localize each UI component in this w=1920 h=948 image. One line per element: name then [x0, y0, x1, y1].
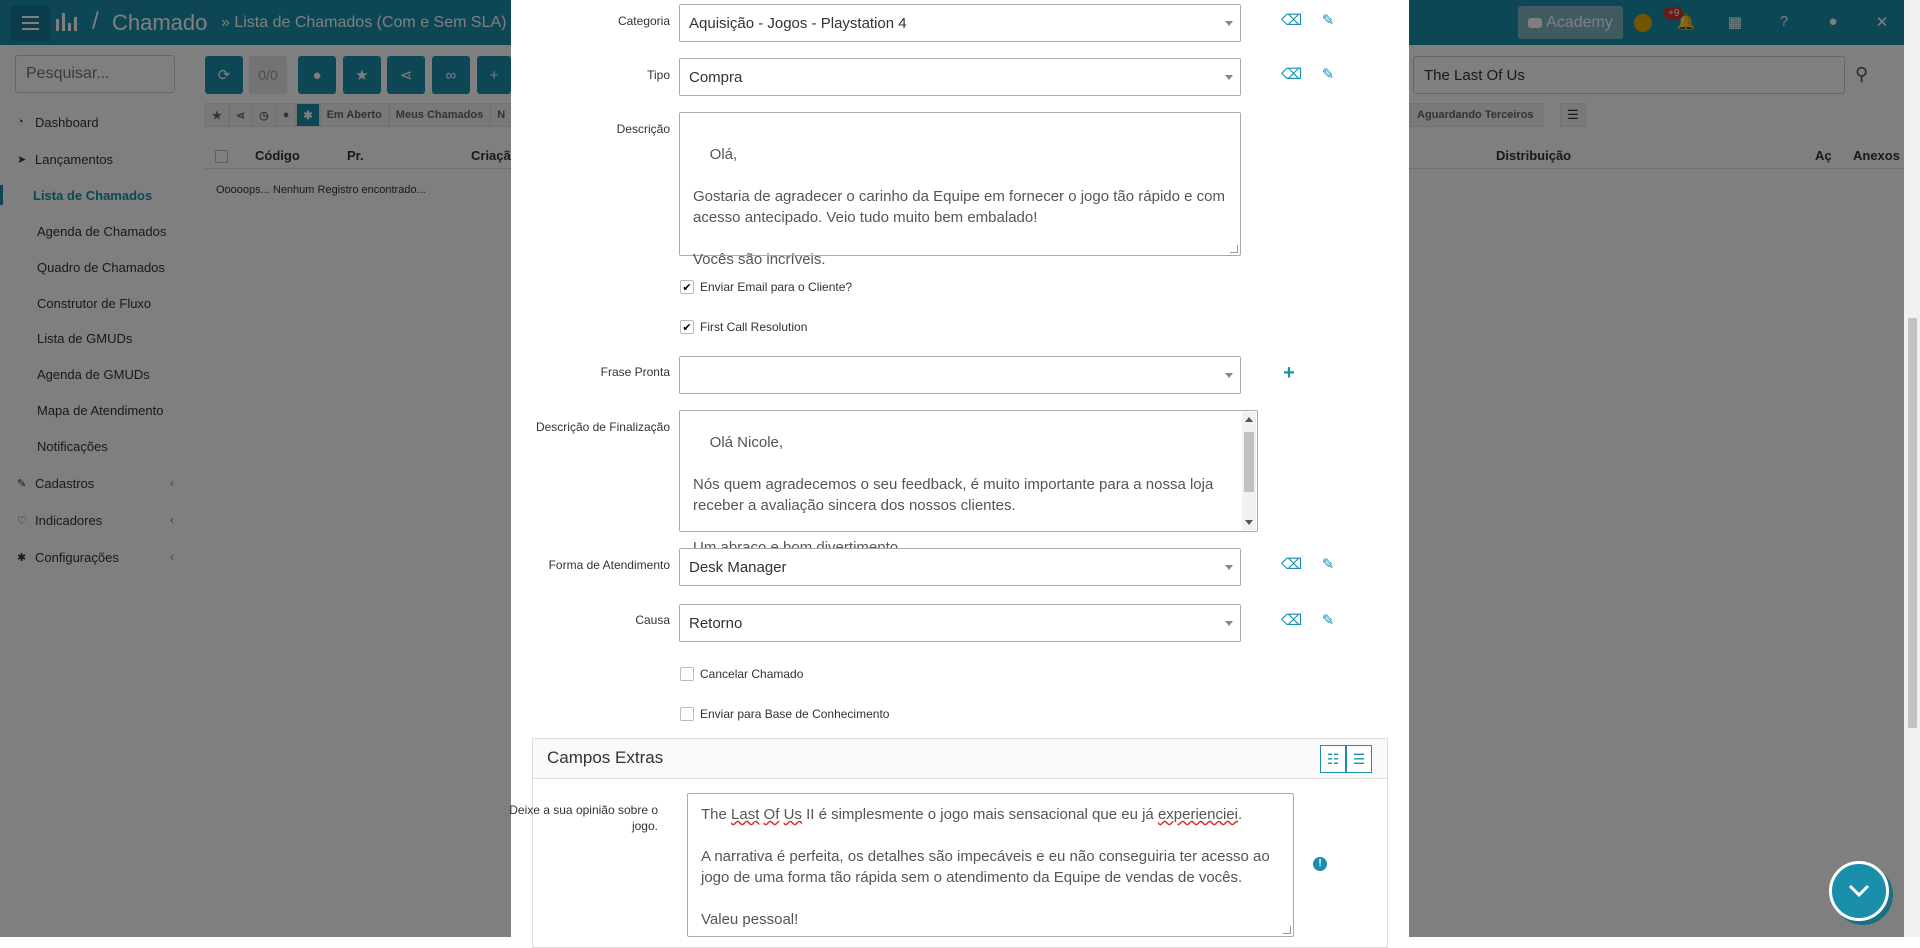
- descricao-label: Descrição: [616, 122, 670, 136]
- checkbox-unchecked[interactable]: [680, 707, 694, 721]
- page-scrollbar[interactable]: [1904, 0, 1920, 937]
- categoria-select[interactable]: [679, 4, 1241, 42]
- misspelled-word: Last: [731, 806, 760, 823]
- close-ticket-modal: [511, 0, 1409, 937]
- forma-atendimento-label: Forma de Atendimento: [548, 558, 670, 572]
- categoria-label: Categoria: [617, 14, 670, 28]
- scroll-thumb[interactable]: [1908, 318, 1917, 728]
- view-toggle: [1320, 745, 1372, 773]
- frase-pronta-label: Frase Pronta: [600, 365, 670, 379]
- first-call-checkbox[interactable]: [680, 320, 807, 334]
- resize-handle[interactable]: [1230, 245, 1238, 253]
- chevron-down-icon: [1225, 565, 1233, 570]
- eraser-icon[interactable]: ⌫: [1281, 612, 1303, 629]
- descricao-textarea[interactable]: [679, 112, 1241, 268]
- categoria-value: Aquisição - Jogos - Playstation 4: [689, 14, 907, 32]
- first-call-label: First Call Resolution: [700, 320, 808, 334]
- pencil-icon[interactable]: ✎: [1321, 12, 1335, 29]
- forma-atendimento-select[interactable]: [679, 548, 1241, 586]
- eraser-icon[interactable]: ⌫: [1281, 12, 1303, 29]
- list-icon[interactable]: ☰: [1346, 745, 1372, 773]
- info-icon[interactable]: !: [1313, 857, 1327, 871]
- descricao-finalizacao-value: Olá Nicole, Nós quem agradecemos o seu feedback, é muito importante para a nossa loja receber a avaliação sincera dos nossos clientes.: [693, 434, 1214, 514]
- descricao-finalizacao-textarea[interactable]: [679, 410, 1258, 532]
- opiniao-text: A narrativa é perfeita, os detalhes são impecáveis e eu não conseguiria ter acesso ao jogo de uma forma tão rápida sem o atendimento da Equipe de vendas de vocês. Valeu pessoal!: [701, 848, 1270, 928]
- cancelar-chamado-label: Cancelar Chamado: [700, 667, 804, 681]
- base-conhecimento-label: Enviar para Base de Conhecimento: [700, 707, 890, 721]
- plus-icon[interactable]: +: [1283, 362, 1295, 384]
- base-conhecimento-checkbox[interactable]: [680, 707, 889, 721]
- tipo-value: Compra: [689, 68, 743, 86]
- cancelar-chamado-checkbox[interactable]: [680, 667, 803, 681]
- pencil-icon[interactable]: ✎: [1321, 612, 1335, 629]
- tipo-label: Tipo: [647, 68, 670, 82]
- enviar-email-label: Enviar Email para o Cliente?: [700, 280, 853, 294]
- scroll-thumb[interactable]: [1244, 432, 1254, 492]
- opiniao-text: II é simplesmente o jogo mais sensacional que eu já: [801, 806, 1158, 823]
- misspelled-word: Us: [783, 806, 802, 823]
- pencil-icon[interactable]: ✎: [1321, 66, 1335, 83]
- resize-handle[interactable]: [1283, 926, 1291, 934]
- forma-atendimento-value: Desk Manager: [689, 558, 787, 576]
- textarea-scrollbar[interactable]: [1242, 412, 1256, 530]
- checkbox-unchecked[interactable]: [680, 667, 694, 681]
- opiniao-text: .: [1237, 806, 1243, 823]
- scroll-down-button[interactable]: [1829, 861, 1889, 921]
- opiniao-label: Deixe a sua opinião sobre o jogo.: [509, 803, 658, 833]
- chevron-down-icon: [1848, 884, 1870, 898]
- eraser-icon[interactable]: ⌫: [1281, 556, 1303, 573]
- pencil-icon[interactable]: ✎: [1321, 556, 1335, 573]
- checkbox-checked[interactable]: ✔: [680, 320, 694, 334]
- causa-select[interactable]: [679, 604, 1241, 642]
- panel-header: [533, 739, 1387, 779]
- chevron-down-icon: [1225, 21, 1233, 26]
- tipo-select[interactable]: [679, 58, 1241, 96]
- misspelled-word: experienciei: [1157, 806, 1238, 823]
- chevron-down-icon: [1225, 373, 1233, 378]
- campos-extras-panel: [509, 738, 1388, 948]
- causa-label: Causa: [635, 613, 670, 627]
- panel-title: Campos Extras: [547, 748, 664, 767]
- eraser-icon[interactable]: ⌫: [1281, 66, 1303, 83]
- causa-value: Retorno: [689, 614, 743, 632]
- checkbox-checked[interactable]: ✔: [680, 280, 694, 294]
- list-detail-icon[interactable]: ☷: [1320, 745, 1346, 773]
- chevron-down-icon: [1225, 621, 1233, 626]
- chevron-down-icon: [1225, 75, 1233, 80]
- frase-pronta-select[interactable]: [679, 356, 1241, 394]
- opiniao-textarea[interactable]: [687, 793, 1294, 937]
- scroll-up-icon[interactable]: [1245, 417, 1253, 422]
- descricao-value: Olá, Gostaria de agradecer o carinho da Equipe em fornecer o jogo tão rápido e com acesso antecipado. Veio tudo muito bem embalado! Vocês são incríveis.: [693, 146, 1225, 268]
- misspelled-word: Of: [763, 806, 780, 823]
- descricao-finalizacao-label: Descrição de Finalização: [535, 420, 670, 434]
- scroll-down-icon[interactable]: [1245, 520, 1253, 525]
- enviar-email-checkbox[interactable]: [680, 280, 852, 294]
- opiniao-text: The: [701, 806, 732, 823]
